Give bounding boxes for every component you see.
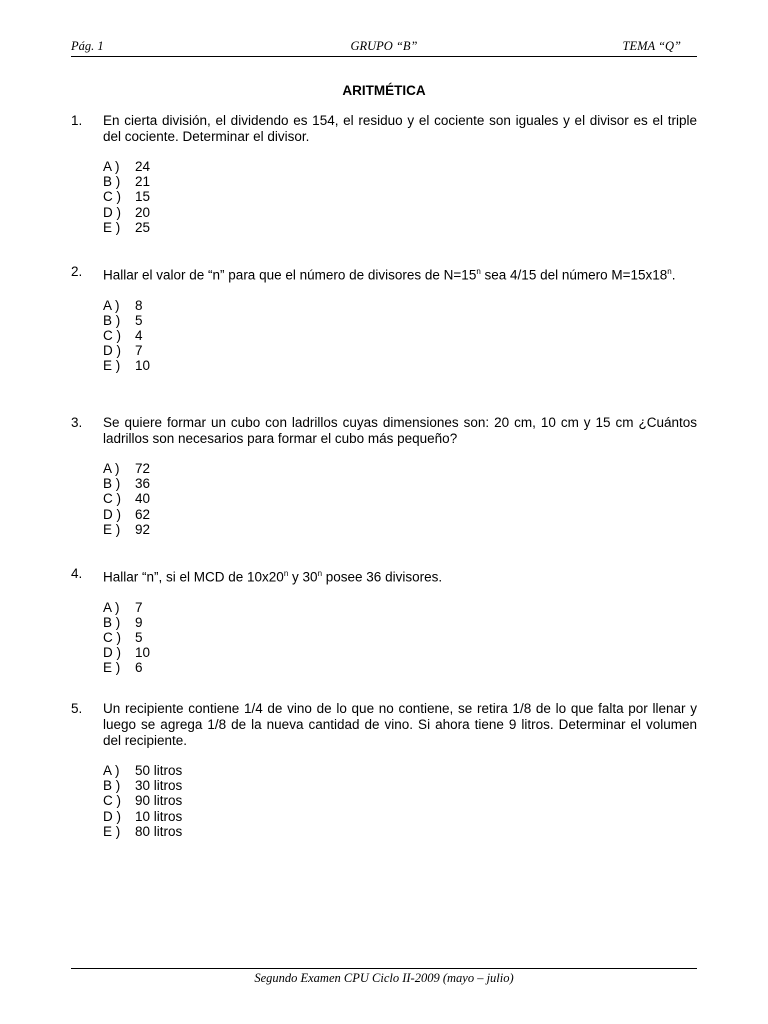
option-letter: D ) bbox=[103, 204, 121, 220]
option-letter: B ) bbox=[103, 476, 121, 492]
option-b bbox=[103, 778, 697, 793]
group-label: GRUPO “B” bbox=[350, 39, 418, 53]
option-value: 80 litros bbox=[135, 823, 183, 839]
option-value: 62 bbox=[135, 506, 151, 522]
option-b bbox=[103, 313, 697, 328]
option-a bbox=[103, 159, 697, 174]
option-value: 7 bbox=[135, 599, 143, 615]
options-list bbox=[103, 298, 697, 374]
option-letter: A ) bbox=[103, 461, 120, 476]
question-number: 3. bbox=[71, 415, 83, 430]
question-text: Se quiere formar un cubo con ladrillos cuyas dimensiones son: 20 cm, 10 cm y 15 cm ¿Cuántos ladrillos son necesarios para formar el cubo más pequeño? bbox=[103, 415, 697, 446]
option-b bbox=[103, 615, 697, 630]
question-5 bbox=[71, 701, 697, 839]
question-text: Hallar el valor de “n” para que el número de divisores de $N=15^n$ sea 4/15 del número $M=15x18^n$. bbox=[103, 267, 676, 283]
option-value: 20 bbox=[135, 204, 151, 220]
option-e bbox=[103, 522, 697, 537]
option-letter: B ) bbox=[103, 174, 121, 190]
option-letter: E ) bbox=[103, 358, 121, 374]
option-letter: A ) bbox=[103, 297, 120, 313]
option-letter: C ) bbox=[103, 189, 121, 205]
option-value: 10 bbox=[135, 358, 151, 374]
question-number: 4. bbox=[71, 566, 83, 581]
option-c bbox=[103, 189, 697, 204]
question-1 bbox=[71, 113, 697, 235]
option-value: 10 bbox=[135, 645, 151, 661]
option-value: 9 bbox=[135, 614, 143, 630]
option-value: 90 litros bbox=[135, 793, 183, 809]
option-value: 5 bbox=[135, 312, 143, 328]
page-header bbox=[71, 38, 697, 57]
option-e bbox=[103, 220, 697, 235]
option-letter: C ) bbox=[103, 491, 121, 507]
option-letter: A ) bbox=[103, 599, 120, 615]
options-list bbox=[103, 461, 697, 537]
question-3 bbox=[71, 415, 697, 537]
option-e bbox=[103, 358, 697, 373]
option-c bbox=[103, 328, 697, 343]
option-letter: B ) bbox=[103, 312, 121, 328]
option-value: 15 bbox=[135, 189, 151, 205]
option-value: 30 litros bbox=[135, 778, 183, 794]
options-list bbox=[103, 600, 697, 676]
option-c bbox=[103, 630, 697, 645]
option-value: 21 bbox=[135, 174, 151, 190]
option-value: 50 litros bbox=[135, 763, 183, 778]
option-d bbox=[103, 205, 697, 220]
question-4 bbox=[71, 566, 697, 675]
option-b bbox=[103, 174, 697, 189]
option-value: 5 bbox=[135, 629, 143, 645]
options-list bbox=[103, 763, 697, 839]
option-e bbox=[103, 824, 697, 839]
question-text: Hallar “n”, si el MCD de 10x20$^n$ y 30$^n$ posee 36 divisores. bbox=[103, 569, 443, 585]
question-number: 1. bbox=[71, 113, 83, 128]
option-d bbox=[103, 507, 697, 522]
option-letter: E ) bbox=[103, 521, 121, 537]
option-letter: E ) bbox=[103, 660, 121, 676]
option-letter: D ) bbox=[103, 808, 121, 824]
topic-label: TEMA “Q” bbox=[622, 39, 681, 53]
option-letter: E ) bbox=[103, 219, 121, 235]
option-value: 8 bbox=[135, 297, 143, 313]
option-letter: C ) bbox=[103, 629, 121, 645]
page-number: Pág. 1 bbox=[71, 39, 104, 53]
option-value: 10 litros bbox=[135, 808, 183, 824]
option-d bbox=[103, 343, 697, 358]
option-value: 92 bbox=[135, 521, 151, 537]
option-e bbox=[103, 660, 697, 675]
option-value: 36 bbox=[135, 476, 151, 492]
question-2 bbox=[71, 264, 697, 373]
option-d bbox=[103, 809, 697, 824]
option-letter: B ) bbox=[103, 778, 121, 794]
option-letter: E ) bbox=[103, 823, 121, 839]
section-title: ARITMÉTICA bbox=[342, 83, 426, 98]
question-text: En cierta división, el dividendo es 154, el residuo y el cociente son iguales y el divisor es el triple del cociente. Determinar el divisor. bbox=[103, 113, 697, 144]
option-value: 24 bbox=[135, 159, 151, 174]
question-text: Un recipiente contiene 1/4 de vino de lo que no contiene, se retira 1/8 de lo que falta por llenar y luego se agrega 1/8 de la nueva cantidad de vino. Si ahora tiene 9 litros. Determinar el volumen del recipiente. bbox=[103, 701, 697, 748]
option-b bbox=[103, 476, 697, 491]
option-c bbox=[103, 793, 697, 808]
option-letter: D ) bbox=[103, 506, 121, 522]
question-number: 2. bbox=[71, 264, 83, 279]
option-letter: C ) bbox=[103, 793, 121, 809]
option-value: 6 bbox=[135, 660, 143, 676]
option-a bbox=[103, 461, 697, 476]
option-letter: A ) bbox=[103, 159, 120, 174]
page-footer: Segundo Examen CPU Ciclo II-2009 (mayo – julio) bbox=[71, 968, 697, 986]
option-value: 40 bbox=[135, 491, 151, 507]
option-a bbox=[103, 298, 697, 313]
option-letter: B ) bbox=[103, 614, 121, 630]
option-value: 25 bbox=[135, 219, 151, 235]
option-value: 4 bbox=[135, 327, 143, 343]
option-d bbox=[103, 645, 697, 660]
option-a bbox=[103, 600, 697, 615]
option-value: 7 bbox=[135, 343, 143, 359]
option-letter: C ) bbox=[103, 327, 121, 343]
option-c bbox=[103, 491, 697, 506]
option-a bbox=[103, 763, 697, 778]
question-number: 5. bbox=[71, 701, 83, 716]
option-letter: D ) bbox=[103, 343, 121, 359]
option-letter: D ) bbox=[103, 645, 121, 661]
option-value: 72 bbox=[135, 461, 151, 476]
options-list bbox=[103, 159, 697, 235]
option-letter: A ) bbox=[103, 763, 120, 778]
